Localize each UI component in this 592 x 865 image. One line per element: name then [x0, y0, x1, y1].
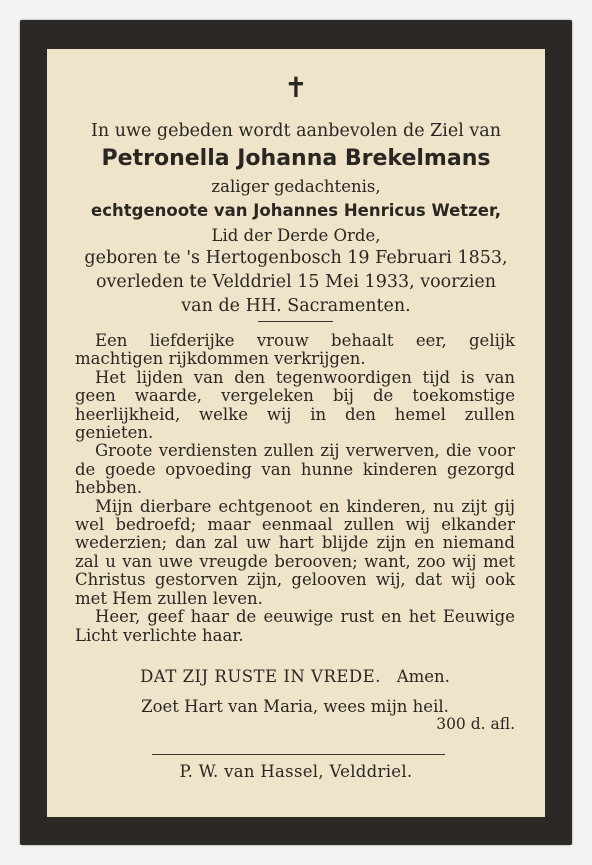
died-line: overleden te Velddriel 15 Mei 1933, voorzien — [95, 272, 496, 292]
born-line: geboren te 's Hertogenbosch 19 Februari 1853, — [84, 248, 508, 268]
paragraph: Heer, geef haar de eeuwige rust en het Eeuwige Licht verlichte haar. — [75, 607, 515, 645]
paragraph: Een liefderijke vrouw behaalt eer, gelijk machtigen rijkdommen verkrijgen. — [75, 331, 515, 369]
heart-line: Zoet Hart van Maria, wees mijn heil. — [141, 697, 449, 716]
rip-line — [75, 667, 515, 686]
order-line: Lid der Derde Orde, — [211, 226, 381, 245]
paragraph: Groote verdiensten zullen zij verwerven, die voor de goede opvoeding van hunne kinderen gezorgd hebben. — [75, 441, 515, 498]
cross-icon: ✝ — [284, 71, 308, 104]
divider — [258, 321, 333, 322]
intro-line: In uwe gebeden wordt aanbevolen de Ziel van — [91, 121, 501, 141]
rip-text: DAT ZIJ RUSTE IN VREDE. — [140, 667, 381, 686]
card-header — [63, 119, 529, 318]
indulgence-note: 300 d. afl. — [436, 715, 515, 733]
spouse-line: echtgenoote van Johannes Henricus Wetzer, — [91, 201, 501, 220]
paragraph: Mijn dierbare echtgenoot en kinderen, nu zijt gij wel bedroefd; maar eenmaal zullen wij elkander wederzien; dan zal uw hart blijde zijn en niemand zal u van uwe vreugde berooven; want, zoo wij met Christus gestorven zijn, gelooven wij, dat wij ook met Hem zullen leven. — [75, 496, 515, 608]
printer-line: P. W. van Hassel, Velddriel. — [179, 762, 413, 781]
memorial-card — [47, 49, 545, 817]
sacraments-line: van de HH. Sacramenten. — [181, 296, 411, 316]
amen-text: Amen. — [396, 667, 450, 686]
footer-divider — [152, 754, 445, 755]
prayer-text — [75, 332, 515, 645]
memory-line: zaliger gedachtenis, — [211, 177, 381, 196]
deceased-name: Petronella Johanna Brekelmans — [101, 146, 491, 171]
paragraph: Het lijden van den tegenwoordigen tijd is van geen waarde, vergeleken bij de toekomstige heerlijkheid, welke wij in den hemel zullen genieten. — [75, 367, 515, 443]
